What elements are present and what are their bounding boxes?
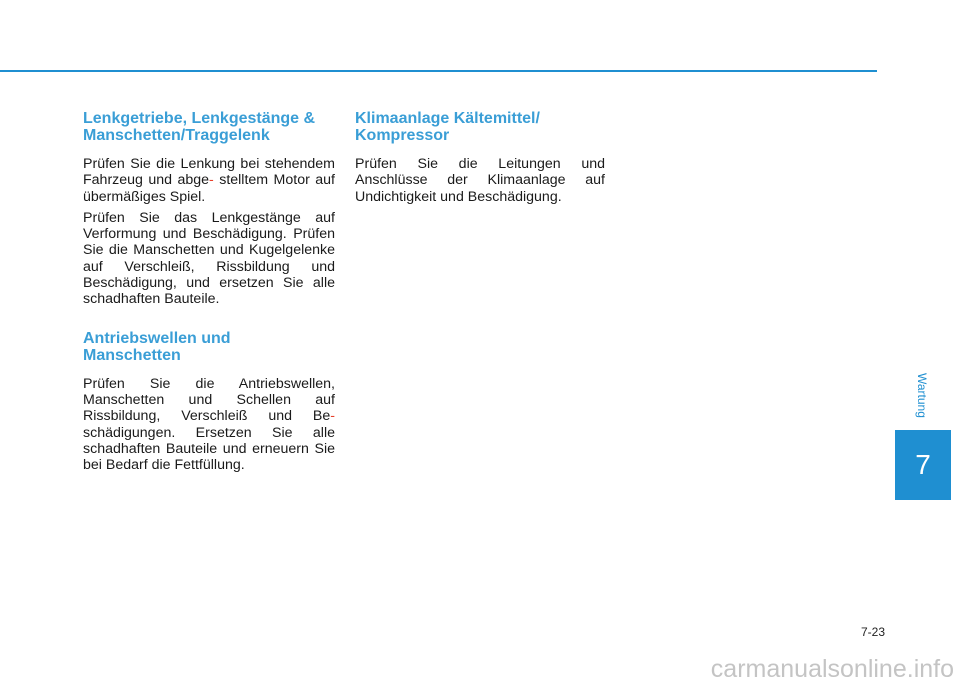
steering-heading-line2: Manschetten/Traggelenk xyxy=(83,127,270,144)
steering-paragraph-2: Prüfen Sie das Lenkgestänge auf Verformung und Beschädigung. Prüfen Sie die Manschetten und Kugelgelenke auf Verschleiß, Rissbildung und Beschädigung, und ersetzen Sie alle schadhaften Bauteile. xyxy=(83,209,335,308)
aircon-heading xyxy=(355,110,605,144)
chapter-tab[interactable]: 7 xyxy=(895,430,951,500)
left-column xyxy=(83,110,335,478)
watermark: carmanualsonline.info xyxy=(710,655,954,683)
driveshafts-heading xyxy=(83,330,335,364)
hyphen-mark: - xyxy=(209,172,214,189)
driveshafts-p1-part-b: schädigungen. Ersetzen Sie alle schadhaften Bauteile und erneuern Sie bei Bedarf die Fettfüllung. xyxy=(83,424,335,474)
hyphen-mark: - xyxy=(330,408,335,425)
driveshafts-heading-line1: Antriebswellen und xyxy=(83,329,231,347)
driveshafts-paragraph-1 xyxy=(83,376,335,474)
header-rule xyxy=(0,70,877,72)
steering-p1-part-a: Prüfen Sie die Lenkung bei stehendem Fahrzeug und abge xyxy=(83,156,335,189)
driveshafts-heading-line2: Manschetten xyxy=(83,346,181,364)
aircon-heading-line1: Klimaanlage Kältemittel/ xyxy=(355,110,540,127)
aircon-paragraph-1: Prüfen Sie die Leitungen und Anschlüsse der Klimaanlage auf Undichtigkeit und Beschädigung. xyxy=(355,156,605,205)
steering-heading-line1: Lenkgetriebe, Lenkgestänge & xyxy=(83,110,316,127)
aircon-heading-line2: Kompressor xyxy=(355,127,450,144)
chapter-label: Wartung xyxy=(915,372,929,418)
steering-p1-part-b: stelltem Motor auf übermäßiges Spiel. xyxy=(83,172,335,205)
steering-paragraph-1 xyxy=(83,156,335,205)
driveshafts-p1-part-a: Prüfen Sie die Antriebswellen, Manschetten und Schellen auf Rissbildung, Verschleiß und Be xyxy=(83,375,335,425)
right-column xyxy=(355,110,605,210)
steering-heading xyxy=(83,110,335,144)
page-number: 7-23 xyxy=(860,625,885,639)
